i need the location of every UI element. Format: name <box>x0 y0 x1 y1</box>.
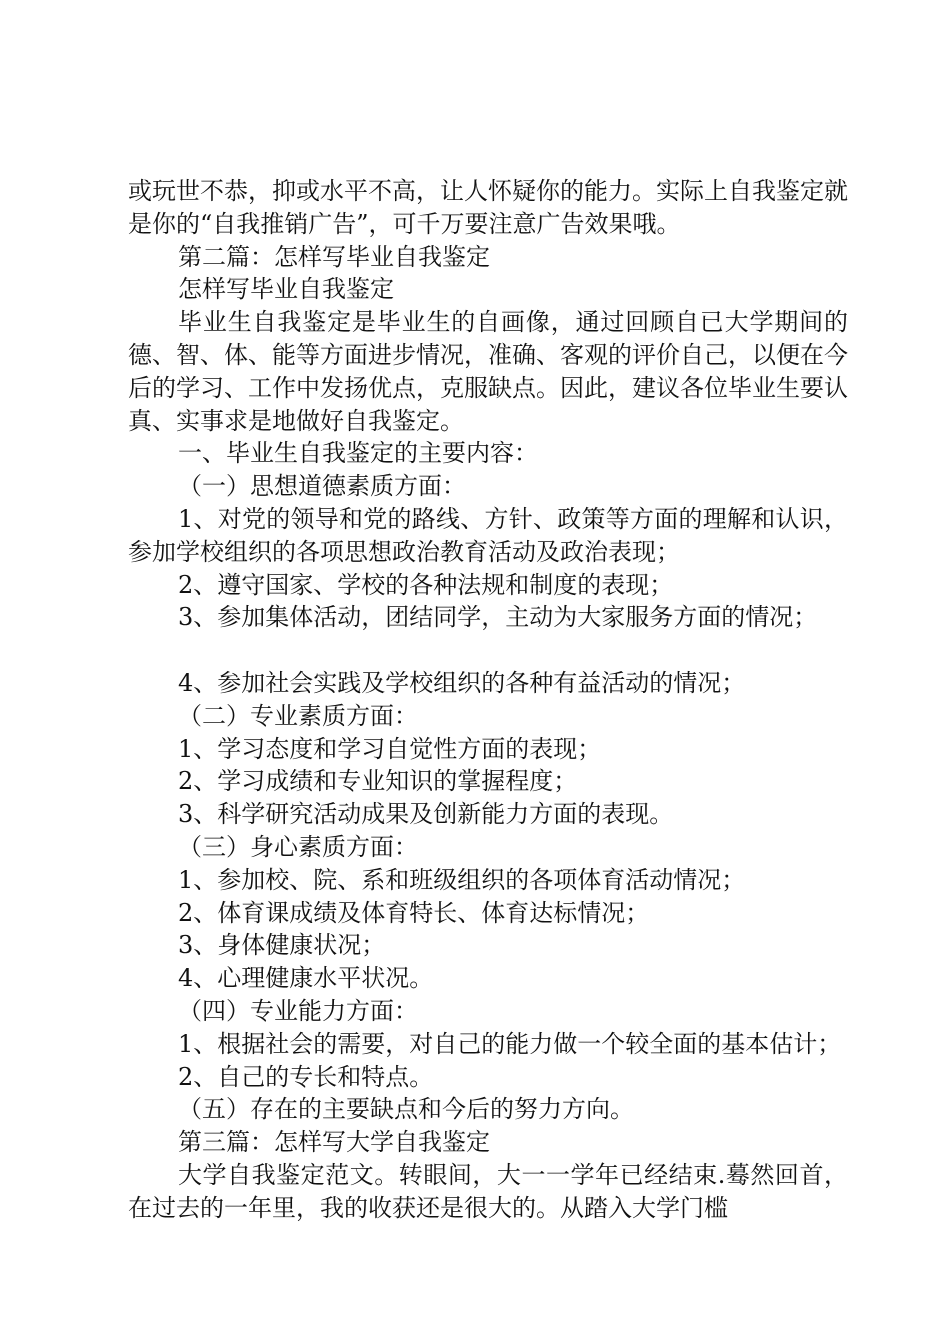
list-item: 1、学习态度和学习自觉性方面的表现； <box>178 734 602 763</box>
paragraph: 毕业生自我鉴定是毕业生的自画像，通过回顾自已大学期间的德、智、体、能等方面进步情况，准确、客观的评价自己，以便在今后的学习、工作中发扬优点，克服缺点。因此，建议各位毕业生要认真、实事求是地做好自我鉴定。 <box>128 308 848 435</box>
list-item: 4、心理健康水平状况。 <box>178 964 434 993</box>
list-item: 3、参加集体活动，团结同学，主动为大家服务方面的情况； <box>178 603 818 632</box>
subsection-heading: （四）专业能力方面： <box>178 996 418 1025</box>
list-item: 2、遵守国家、学校的各种法规和制度的表现； <box>178 570 674 599</box>
subsection-heading: （五）存在的主要缺点和今后的努力方向。 <box>178 1095 634 1124</box>
subsection-heading: （三）身心素质方面： <box>178 832 418 861</box>
paragraph: 大学自我鉴定范文。转眼间，大一一学年已经结束.蓦然回首，在过去的一年里，我的收获还是很大的。从踏入大学门槛 <box>128 1160 848 1222</box>
list-item: 1、根据社会的需要，对自己的能力做一个较全面的基本估计； <box>178 1029 842 1058</box>
list-item: 3、科学研究活动成果及创新能力方面的表现。 <box>178 800 674 829</box>
section-heading: 第三篇：怎样写大学自我鉴定 <box>178 1128 490 1157</box>
section-heading: 第二篇：怎样写毕业自我鉴定 <box>178 242 490 271</box>
blank-line <box>128 634 848 667</box>
list-item: 1、对党的领导和党的路线、方针、政策等方面的理解和认识，参加学校组织的各项思想政治教育活动及政治表现； <box>128 504 848 566</box>
subsection-heading: （二）专业素质方面： <box>178 701 418 730</box>
list-item: 1、参加校、院、系和班级组织的各项体育活动情况； <box>178 865 746 894</box>
list-item: 3、身体健康状况； <box>178 931 386 960</box>
list-item: 4、参加社会实践及学校组织的各种有益活动的情况； <box>178 668 746 697</box>
article-title: 怎样写毕业自我鉴定 <box>178 275 394 304</box>
list-item: 2、自己的专长和特点。 <box>178 1062 434 1091</box>
paragraph: 或玩世不恭，抑或水平不高，让人怀疑你的能力。实际上自我鉴定就是你的“自我推销广告”，可千万要注意广告效果哦。 <box>128 177 848 238</box>
list-item: 2、体育课成绩及体育特长、体育达标情况； <box>178 898 650 927</box>
list-item: 2、学习成绩和专业知识的掌握程度； <box>178 767 578 796</box>
document-body <box>128 175 848 1225</box>
subsection-heading: （一）思想道德素质方面： <box>178 472 466 501</box>
list-heading: 一、毕业生自我鉴定的主要内容： <box>178 439 538 468</box>
